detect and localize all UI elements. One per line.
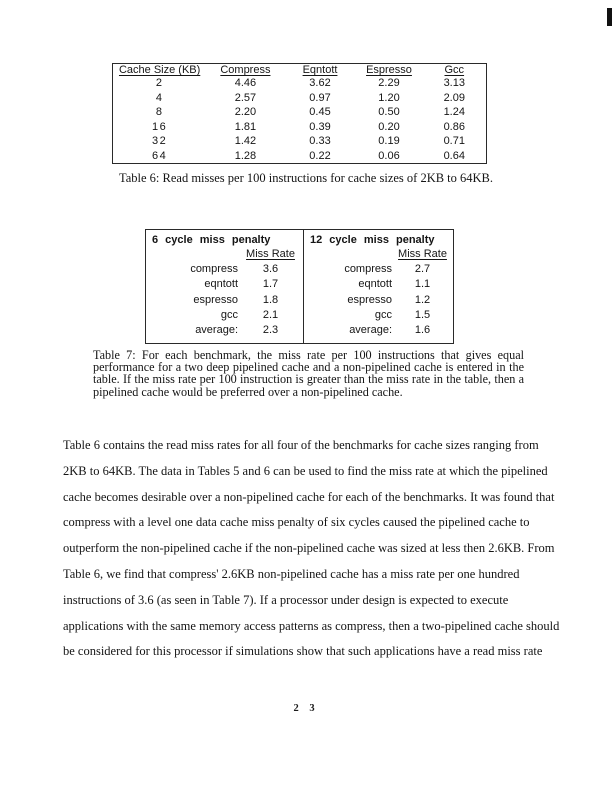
benchmark-label: compress (190, 263, 238, 276)
table6-cell: 1.42 (234, 135, 257, 148)
table6-cell: 16 (152, 120, 168, 133)
benchmark-label: average: (349, 324, 392, 337)
table7-row (146, 323, 303, 338)
body-line: applications with the same memory access patterns as compress, then a two-pipelined cache should (63, 618, 560, 633)
table6-header-cache-size: Cache Size (KB) (118, 64, 201, 76)
miss-rate-value: 2.7 (414, 263, 431, 276)
table7-row (304, 293, 453, 308)
table6-cell: 4 (155, 91, 164, 104)
table6-row (113, 91, 486, 106)
body-line: Table 6 contains the read miss rates for all four of the benchmarks for cache sizes ranging from (63, 438, 539, 452)
table6-cell: 3.62 (309, 77, 331, 90)
table6-cell: 64 (152, 149, 168, 162)
table7-row (304, 277, 453, 292)
table6-cell: 0.50 (378, 106, 400, 119)
table7-row (146, 262, 303, 277)
table6-cell: 2.57 (234, 91, 257, 104)
benchmark-label: gcc (220, 308, 238, 321)
miss-rate-value: 2.3 (262, 324, 279, 337)
table7-panel-12-cycle (304, 230, 453, 343)
table6-header-eqntott: Eqntott (302, 64, 338, 76)
table6-cell: 2.20 (234, 106, 257, 119)
table6-cell: 2.09 (443, 91, 465, 104)
table6-row (113, 149, 486, 164)
spacer (146, 247, 238, 262)
table6-cell: 0.64 (443, 149, 465, 162)
spacer (304, 247, 392, 262)
table7-row (304, 308, 453, 323)
table6-cell: 8 (155, 106, 164, 119)
table7-caption-line: table. If the miss rate per 100 instruction is greater than the miss rate in the table, then a (93, 372, 524, 387)
table6-cell: 0.39 (309, 120, 331, 133)
table6-row (113, 120, 486, 135)
miss-rate-value: 1.2 (414, 293, 431, 306)
body-line: Table 6, we find that compress' 2.6KB non-pipelined cache has a miss rate per one hundred (63, 566, 520, 581)
table6-row (113, 105, 486, 120)
miss-rate-value: 2.1 (262, 308, 279, 321)
body-line: cache becomes desirable over a non-pipelined cache for each of the benchmarks. It was found that (63, 489, 555, 504)
body-line: compress with a level one data cache miss penalty of six cycles caused the pipelined cache to (63, 515, 530, 530)
table6-row (113, 76, 486, 91)
page-number: 2 3 (293, 703, 319, 714)
table7-row (146, 308, 303, 323)
scan-artifact-mark (607, 8, 612, 26)
miss-rate-value: 1.5 (414, 308, 431, 321)
body-line: instructions of 3.6 (as seen in Table 7). If a processor under design is expected to execute (63, 592, 509, 607)
miss-rate-column-header: Miss Rate (398, 248, 447, 260)
table7-row (304, 323, 453, 338)
table7-row (146, 277, 303, 292)
table7-caption-line: pipelined cache would be preferred over a non-pipelined cache. (93, 384, 403, 399)
table6-cell: 1.28 (234, 149, 257, 162)
table6-cell: 0.97 (309, 91, 331, 104)
table6-cell: 0.71 (443, 135, 465, 148)
table7-panel-6-cycle (146, 230, 304, 343)
table6-cell: 0.19 (378, 135, 400, 148)
table6-cell: 1.20 (378, 91, 400, 104)
miss-rate-value: 1.6 (414, 324, 431, 337)
body-line: be considered for this processor if simulations show that such applications have a read miss rate (63, 644, 543, 659)
table7-column-header-row (304, 247, 453, 262)
benchmark-label: eqntott (204, 278, 238, 291)
benchmark-label: eqntott (358, 278, 392, 291)
miss-rate-value: 1.7 (262, 278, 279, 291)
table6-header-row (113, 64, 486, 76)
table6-cell: 0.33 (309, 135, 331, 148)
table6-cell: 3.13 (443, 77, 465, 90)
miss-rate-value: 3.6 (262, 263, 279, 276)
table6-cell: 0.22 (309, 149, 331, 162)
miss-rate-column-header: Miss Rate (246, 248, 295, 260)
table7-caption-line: performance for a two deep pipelined cache and a non-pipelined cache is entered in the (93, 360, 524, 375)
table7-row (146, 293, 303, 308)
table6-cell: 1.24 (443, 106, 465, 119)
table7-row (304, 262, 453, 277)
benchmark-label: espresso (193, 293, 238, 306)
table6-cell: 0.45 (309, 106, 331, 119)
table6-row (113, 134, 486, 149)
miss-rate-value: 1.8 (262, 293, 279, 306)
table6-cell: 32 (152, 135, 168, 148)
benchmark-label: espresso (347, 293, 392, 306)
table6-cell: 0.20 (378, 120, 400, 133)
table6-header-compress: Compress (220, 64, 271, 76)
table6-header-gcc: Gcc (444, 64, 465, 76)
table7-caption-line: Table 7: For each benchmark, the miss rate per 100 instructions that gives equal (93, 348, 524, 362)
table6-cell: 2.29 (378, 77, 400, 90)
miss-rate-value: 1.1 (414, 278, 431, 291)
table7-column-header-row (146, 247, 303, 262)
table6-caption: Table 6: Read misses per 100 instructions for cache sizes of 2KB to 64KB. (118, 171, 494, 185)
benchmark-label: gcc (374, 308, 392, 321)
benchmark-label: compress (344, 263, 392, 276)
body-paragraph (63, 433, 563, 665)
table7-panel-title: 6 cycle miss penalty (152, 234, 271, 246)
table6-header-espresso: Espresso (366, 64, 412, 76)
benchmark-label: average: (195, 324, 238, 337)
table6-cell: 0.86 (443, 120, 465, 133)
table6-cell: 4.46 (234, 77, 257, 90)
table7 (145, 229, 454, 344)
table6-cell: 0.06 (378, 149, 400, 162)
body-line: outperform the non-pipelined cache if the non-pipelined cache was sized at less then 2.6KB. From (63, 541, 555, 556)
table6-cell: 1.81 (234, 120, 257, 133)
body-line: 2KB to 64KB. The data in Tables 5 and 6 can be used to find the miss rate at which the pipelined (63, 463, 548, 478)
table6 (112, 63, 487, 164)
table6-cell: 2 (155, 77, 164, 90)
table7-caption (93, 349, 524, 398)
table7-panel-title: 12 cycle miss penalty (310, 234, 435, 246)
